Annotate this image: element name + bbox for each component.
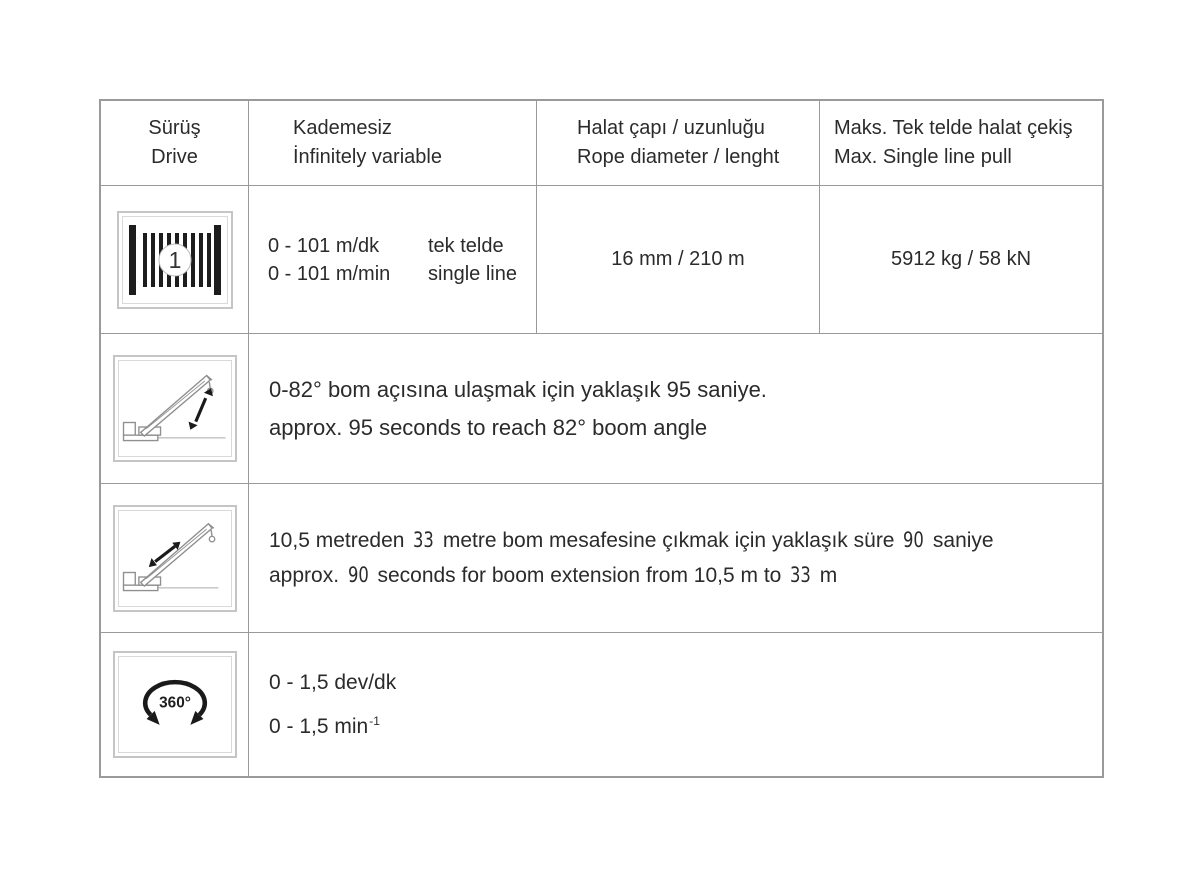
slewing-icon-frame-inner <box>118 656 232 753</box>
telescope-tr-num-90: 90 <box>903 528 925 552</box>
luffing-icon-frame <box>113 355 237 462</box>
telescope-tr-part: saniye <box>927 529 994 552</box>
luffing-icon-frame-inner <box>118 360 232 457</box>
slewing-en-exponent: -1 <box>369 713 380 728</box>
slewing-icon-frame <box>113 651 237 758</box>
telescope-tr-part: 10,5 metreden <box>269 529 411 552</box>
luffing-text-tr: 0-82° bom açısına ulaşmak için yaklaşık 95 saniye. <box>269 376 767 402</box>
winch-icon-frame-inner <box>122 216 228 304</box>
telescope-icon-frame <box>113 505 237 612</box>
cell-luffing-icon <box>101 333 248 483</box>
boom-luffing-crane-icon <box>119 359 231 458</box>
telescope-tr-num-33: 33 <box>413 528 435 552</box>
header-cell-variable <box>248 101 536 185</box>
winch-speed-line-en <box>268 260 536 288</box>
spec-table <box>99 99 1104 778</box>
header-rope-tr: Halat çapı / uzunluğu <box>577 117 765 139</box>
header-variable-en: İnfinitely variable <box>293 146 442 168</box>
winch-icon-frame <box>117 211 233 309</box>
telescope-text-en <box>269 558 1102 593</box>
telescope-en-part: m <box>813 564 838 587</box>
header-pull-tr: Maks. Tek telde halat çekiş <box>834 117 1073 139</box>
cell-pull-value <box>819 185 1102 333</box>
winch-drum-single-line-icon <box>123 217 227 303</box>
telescope-en-num-90: 90 <box>347 563 369 587</box>
pull-value: 5912 kg / 58 kN <box>890 248 1032 270</box>
header-cell-pull <box>819 101 1102 185</box>
telescope-text-tr <box>269 523 1102 558</box>
telescope-icon-frame-inner <box>118 510 232 607</box>
cell-rope-value <box>536 185 819 333</box>
slewing-text-tr: 0 - 1,5 dev/dk <box>269 670 397 694</box>
cell-winch-speed <box>248 185 536 333</box>
luffing-text-en: approx. 95 seconds to reach 82° boom angle <box>269 414 708 440</box>
winch-note-en: single line <box>428 262 517 285</box>
winch-note-tr: tek telde <box>428 234 504 257</box>
header-variable-tr: Kademesiz <box>293 117 392 139</box>
rope-value: 16 mm / 210 m <box>611 248 745 270</box>
header-cell-drive <box>101 101 248 185</box>
cell-slewing-text <box>248 632 1102 776</box>
rotation-360-label: 360° <box>158 694 191 712</box>
winch-speed-en: 0 - 101 m/min <box>268 262 391 285</box>
cell-slewing-icon <box>101 632 248 776</box>
winch-line-count-label: 1 <box>168 246 181 273</box>
winch-speed-line-tr <box>268 232 536 260</box>
telescope-en-part: approx. <box>269 564 345 587</box>
header-drive-tr: Sürüş <box>148 117 201 139</box>
slewing-text-en <box>269 712 1102 742</box>
header-pull-en: Max. Single line pull <box>834 146 1012 168</box>
header-cell-rope <box>536 101 819 185</box>
cell-winch-icon <box>101 185 248 333</box>
cell-telescope-text <box>248 483 1102 632</box>
header-rope-en: Rope diameter / lenght <box>577 146 780 168</box>
header-drive-en: Drive <box>151 146 198 168</box>
telescope-en-num-33: 33 <box>790 563 811 587</box>
telescope-en-part: seconds for boom extension from 10,5 m to <box>371 564 788 587</box>
winch-speed-tr: 0 - 101 m/dk <box>268 234 380 257</box>
telescope-tr-part: metre bom mesafesine çıkmak için yaklaşık süre <box>437 529 901 552</box>
boom-extension-crane-icon <box>119 509 231 608</box>
slewing-en-base: 0 - 1,5 min <box>269 714 369 738</box>
cell-luffing-text <box>248 333 1102 483</box>
cell-telescope-icon <box>101 483 248 632</box>
rotation-360-icon <box>119 655 231 754</box>
